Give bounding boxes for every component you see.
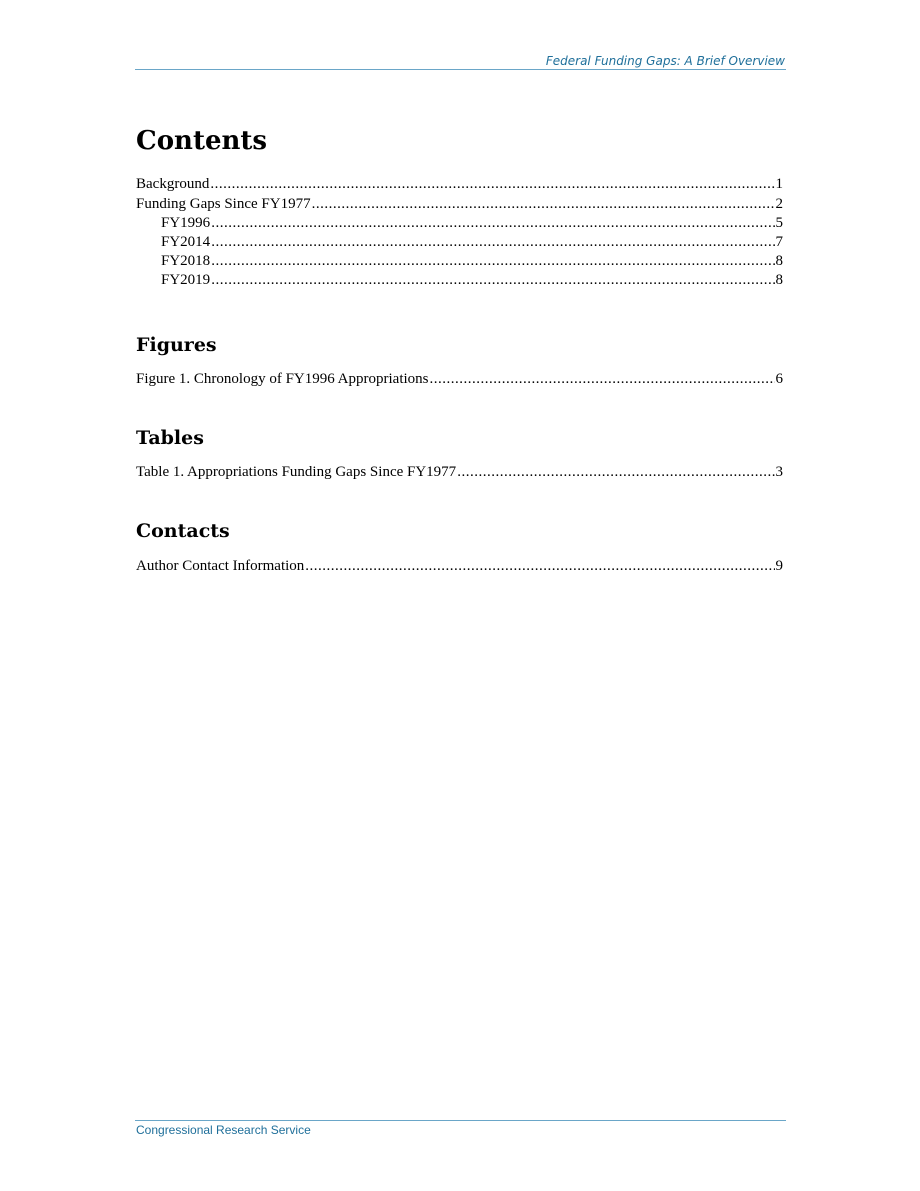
contents-heading: Contents: [136, 126, 268, 156]
toc-entry-table-1[interactable]: [136, 462, 783, 482]
header-rule: [135, 69, 786, 70]
toc-entry-label: FY2019: [161, 272, 211, 288]
figures-list: [136, 369, 783, 389]
toc-entry-label: Background: [136, 176, 210, 192]
dot-leader: [430, 369, 775, 389]
toc-entry-fy1996[interactable]: [136, 214, 783, 233]
tables-list: [136, 462, 783, 482]
toc-entry-background[interactable]: [136, 174, 783, 194]
toc-entry-page: 8: [775, 272, 783, 288]
dot-leader: [211, 252, 774, 271]
toc-entry-label: Table 1. Appropriations Funding Gaps Since FY1977: [136, 464, 457, 480]
contents-list: [136, 174, 783, 290]
toc-entry-page: 5: [775, 215, 783, 231]
contacts-heading: Contacts: [136, 520, 230, 542]
toc-entry-label: FY2018: [161, 253, 211, 269]
figures-heading: Figures: [136, 334, 217, 356]
toc-entry-figure-1[interactable]: [136, 369, 783, 389]
toc-entry-author-contact[interactable]: [136, 556, 783, 576]
toc-entry-page: 2: [775, 196, 783, 212]
dot-leader: [312, 194, 775, 214]
dot-leader: [457, 462, 774, 482]
dot-leader: [211, 271, 774, 290]
footer-organization: Congressional Research Service: [136, 1123, 311, 1137]
toc-entry-fy2014[interactable]: [136, 233, 783, 252]
toc-entry-fy2019[interactable]: [136, 271, 783, 290]
dot-leader: [211, 214, 774, 233]
toc-entry-fy2018[interactable]: [136, 252, 783, 271]
dot-leader: [211, 233, 774, 252]
footer-rule: [135, 1120, 786, 1121]
contacts-list: [136, 556, 783, 576]
toc-entry-label: FY1996: [161, 215, 211, 231]
toc-entry-page: 6: [775, 371, 783, 387]
toc-entry-label: Figure 1. Chronology of FY1996 Appropriations: [136, 371, 429, 387]
toc-entry-label: Author Contact Information: [136, 558, 305, 574]
dot-leader: [210, 174, 774, 194]
tables-heading: Tables: [136, 427, 204, 449]
toc-entry-label: FY2014: [161, 234, 211, 250]
running-header: Federal Funding Gaps: A Brief Overview: [545, 54, 785, 68]
toc-entry-page: 7: [775, 234, 783, 250]
dot-leader: [305, 556, 774, 576]
toc-entry-page: 8: [775, 253, 783, 269]
toc-entry-page: 1: [775, 176, 783, 192]
toc-entry-label: Funding Gaps Since FY1977: [136, 196, 311, 212]
toc-entry-funding-gaps[interactable]: [136, 194, 783, 214]
toc-entry-page: 3: [775, 464, 783, 480]
toc-entry-page: 9: [775, 558, 783, 574]
